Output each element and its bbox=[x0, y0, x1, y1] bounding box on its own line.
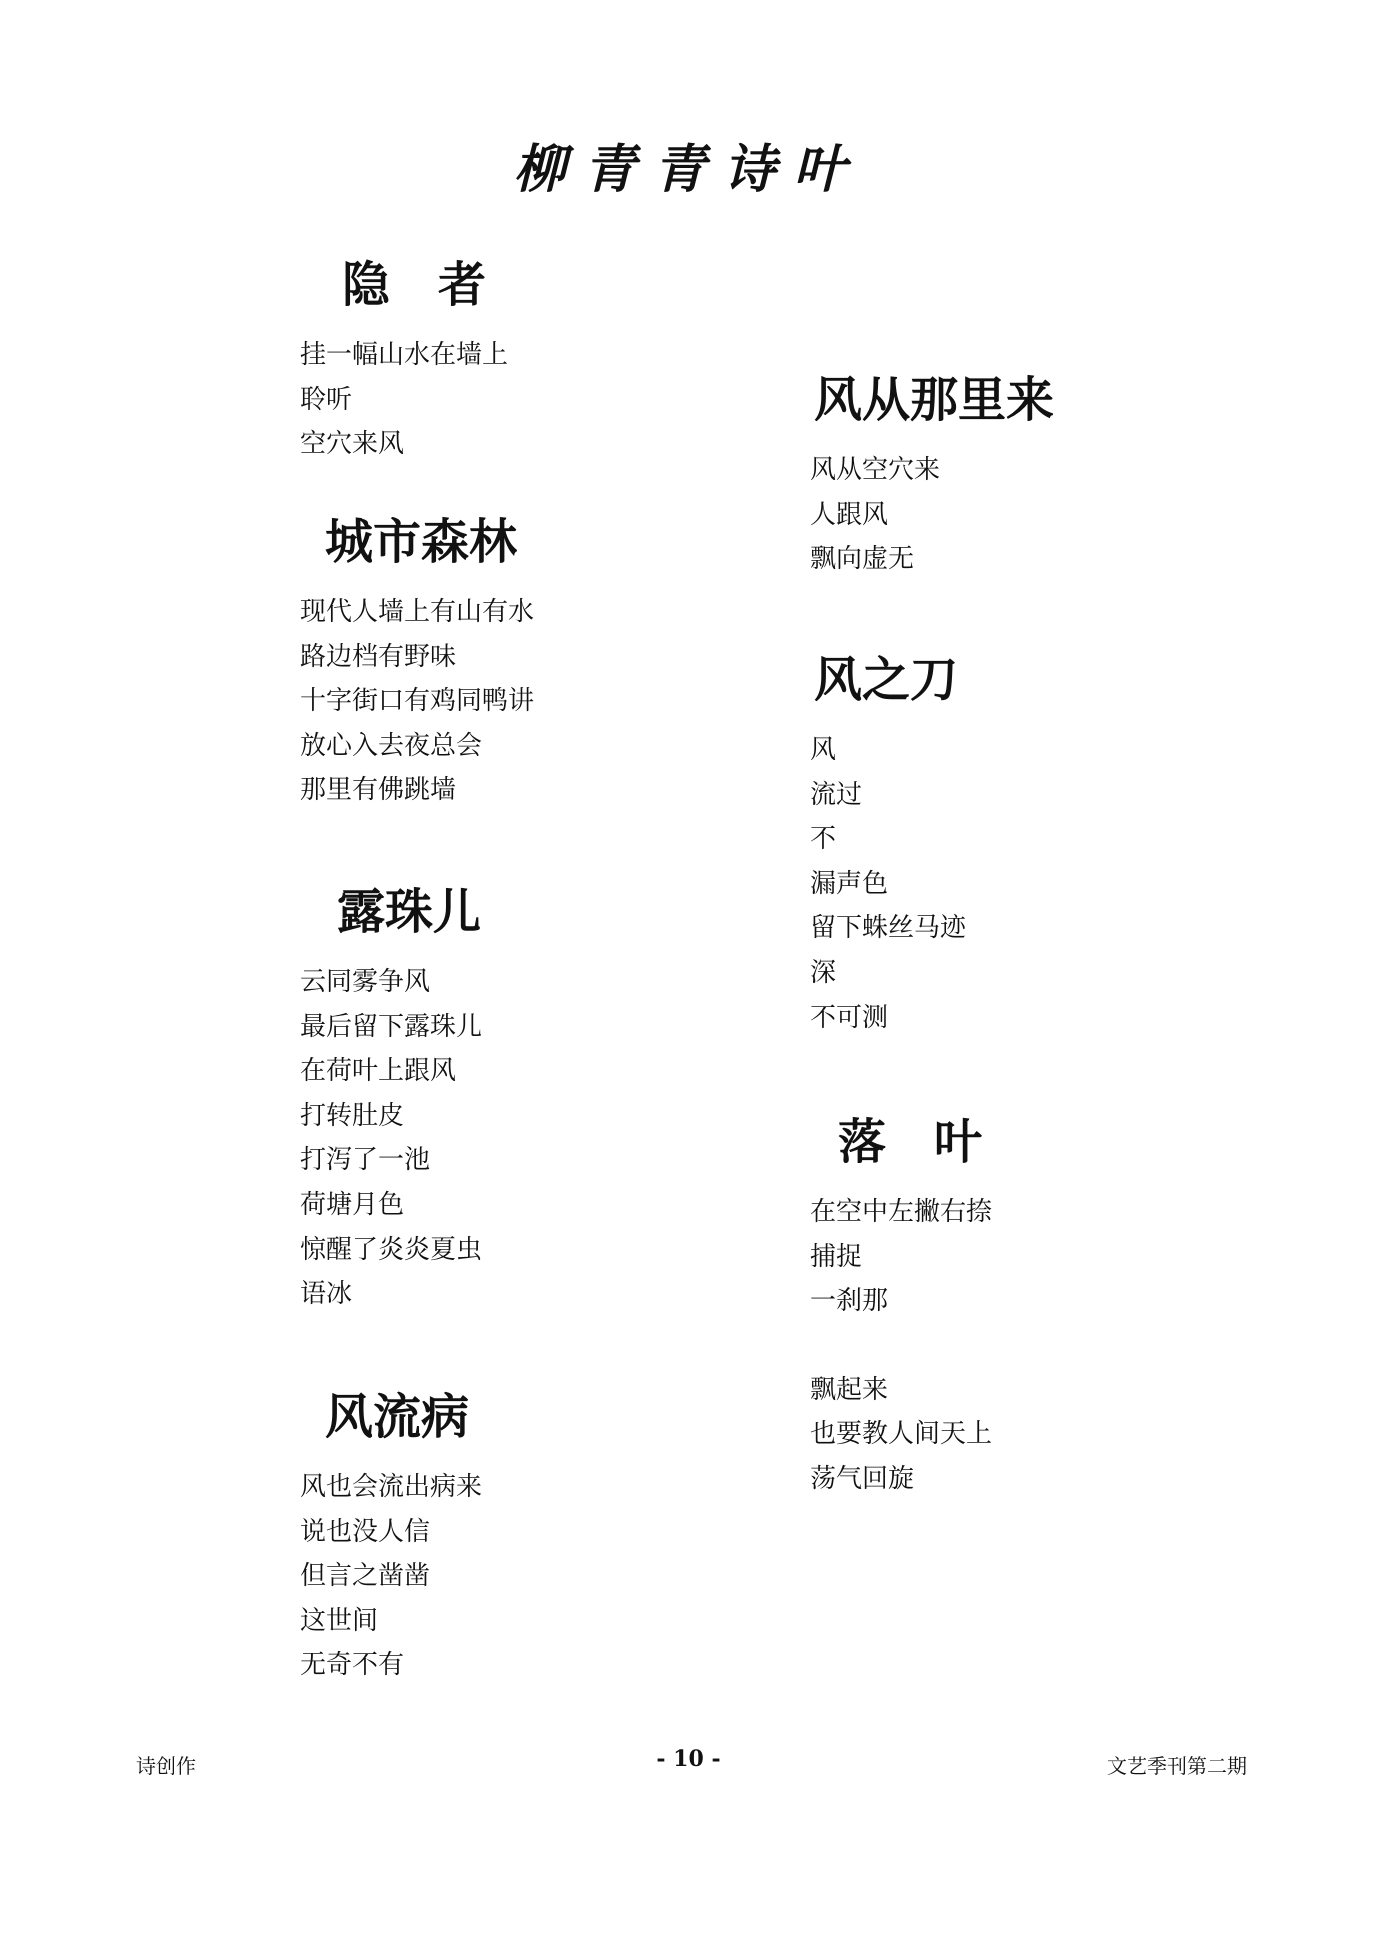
poem-title: 城市森林 bbox=[325, 514, 518, 570]
poem-line: 最后留下露珠儿 bbox=[300, 1011, 483, 1042]
poem-title: 风流病 bbox=[325, 1389, 470, 1445]
poem-line: 现代人墙上有山有水 bbox=[300, 597, 535, 627]
poem-line: 流过 bbox=[810, 779, 863, 810]
poem-line: 也要教人间天上 bbox=[810, 1419, 993, 1450]
poem-line: 在荷叶上跟风 bbox=[300, 1056, 457, 1087]
poem-line: 路边档有野味 bbox=[300, 641, 457, 672]
poem-line: 荷塘月色 bbox=[300, 1189, 405, 1220]
poem-line: 挂一幅山水在墙上 bbox=[300, 340, 509, 370]
poem-line: 在空中左撇右捺 bbox=[810, 1197, 993, 1227]
poem-title: 风从那里来 bbox=[814, 372, 1055, 428]
poem-romance-illness bbox=[300, 1387, 482, 1688]
poem-line: 云同雾争风 bbox=[300, 967, 431, 997]
poem-line: 留下蛛丝马迹 bbox=[810, 913, 967, 944]
footer-section-label: 诗创作 bbox=[136, 1754, 196, 1778]
poem-title: 露珠儿 bbox=[337, 884, 482, 940]
poem-line: 一刹那 bbox=[810, 1286, 889, 1317]
poem-line: 飘起来 bbox=[810, 1374, 889, 1405]
poem-line: 放心入去夜总会 bbox=[300, 730, 483, 761]
poem-line: 语冰 bbox=[300, 1279, 353, 1310]
poem-line: 漏声色 bbox=[810, 868, 889, 899]
page-number: - 10 - bbox=[656, 1746, 721, 1772]
poem-title: 风之刀 bbox=[814, 652, 959, 708]
page-title: 柳青青诗叶 bbox=[513, 139, 864, 200]
poem-line: 但言之凿凿 bbox=[300, 1561, 431, 1592]
poem-city-forest bbox=[300, 512, 534, 813]
poem-line: 聆听 bbox=[300, 384, 353, 415]
poem-line: 捕捉 bbox=[810, 1241, 863, 1272]
poem-where-wind-from bbox=[810, 370, 1054, 582]
poem-line: 不 bbox=[810, 824, 837, 855]
poem-line: 这世间 bbox=[300, 1605, 379, 1636]
poem-falling-leaf bbox=[810, 1112, 992, 1502]
poem-line: 深 bbox=[810, 957, 837, 988]
poem-line: 十字街口有鸡同鸭讲 bbox=[300, 686, 535, 717]
poem-line: 不可测 bbox=[810, 1002, 889, 1033]
poem-wind-blade bbox=[810, 650, 966, 1040]
poem-dewdrop bbox=[300, 882, 482, 1317]
poem-line: 说也没人信 bbox=[300, 1516, 431, 1547]
poem-line: 飘向虚无 bbox=[810, 544, 915, 575]
poem-line: 荡气回旋 bbox=[810, 1463, 915, 1494]
poem-line: 风也会流出病来 bbox=[300, 1472, 483, 1502]
poem-line: 人跟风 bbox=[810, 499, 889, 530]
poem-line: 无奇不有 bbox=[300, 1650, 405, 1681]
poem-line: 打泻了一池 bbox=[300, 1145, 431, 1176]
poem-line: 那里有佛跳墙 bbox=[300, 775, 457, 806]
poem-title: 落 叶 bbox=[838, 1114, 983, 1170]
footer-publication: 文艺季刊第二期 bbox=[1107, 1754, 1247, 1778]
poem-line: 空穴来风 bbox=[300, 429, 405, 460]
poem-line: 打转肚皮 bbox=[300, 1100, 405, 1131]
poem-line: 风从空穴来 bbox=[810, 455, 941, 485]
poem-title: 隐 者 bbox=[342, 257, 487, 313]
stanza-gap bbox=[810, 1324, 992, 1368]
poem-line: 惊醒了炎炎夏虫 bbox=[300, 1234, 483, 1265]
poem-line: 风 bbox=[810, 735, 837, 765]
poem-hermit bbox=[300, 255, 508, 467]
